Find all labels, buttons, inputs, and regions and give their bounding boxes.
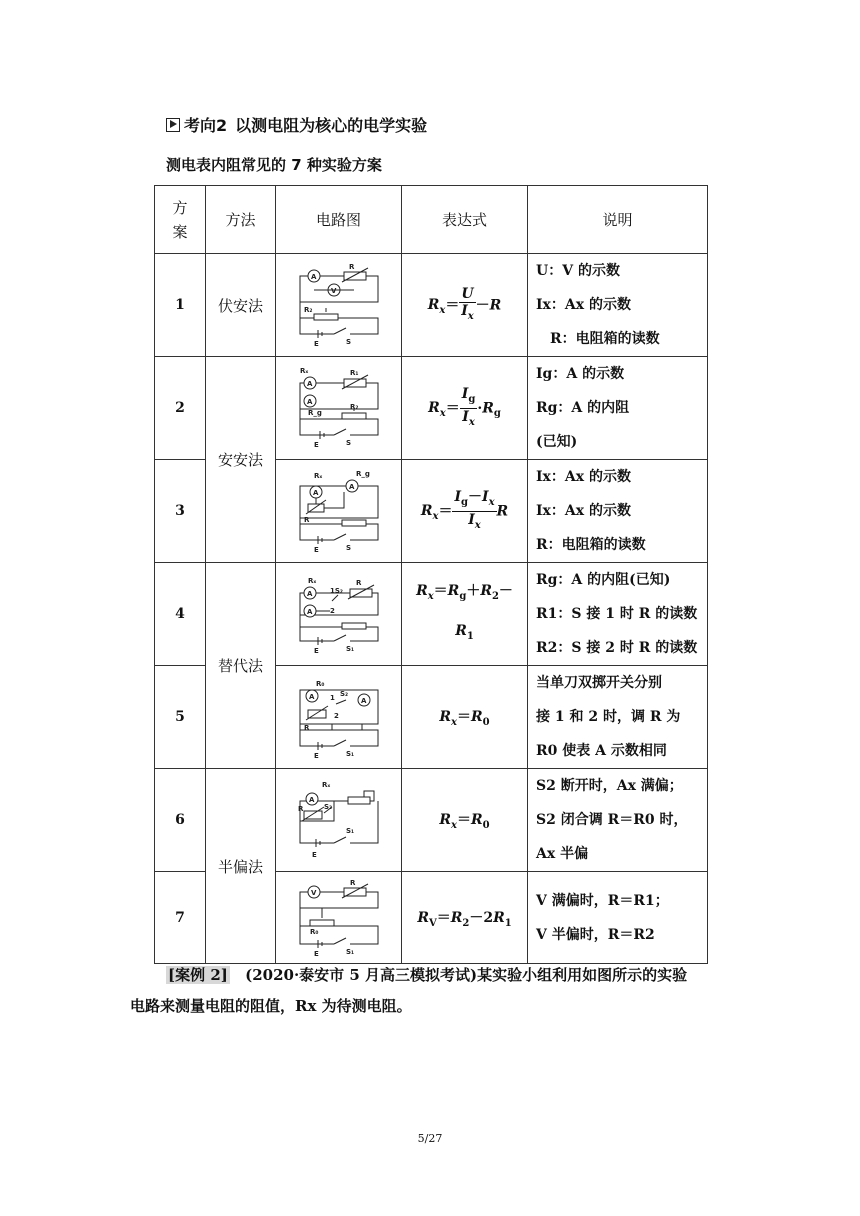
header-expression: 表达式	[402, 186, 528, 254]
scheme-number: 1	[155, 254, 206, 357]
note-cell	[528, 460, 708, 563]
scheme-number: 3	[155, 460, 206, 563]
svg-text:A: A	[348, 483, 354, 491]
circuit-4	[294, 571, 384, 657]
note-cell	[528, 357, 708, 460]
svg-text:A: A	[360, 697, 366, 705]
svg-text:A: A	[306, 380, 312, 388]
svg-text:S₁: S₁	[345, 750, 354, 758]
svg-text:R: R	[297, 805, 303, 813]
svg-text:A: A	[306, 590, 312, 598]
svg-text:R: R	[348, 263, 354, 271]
svg-text:Rₓ: Rₓ	[299, 367, 308, 375]
svg-text:E: E	[313, 949, 319, 958]
svg-text:A: A	[312, 489, 318, 497]
svg-text:E: E	[313, 441, 319, 449]
svg-text:R: R	[349, 878, 355, 887]
note-line: 当单刀双掷开关分别	[536, 675, 662, 691]
svg-text:A: A	[308, 693, 314, 701]
note-line: S2 闭合调 R＝R0 时，	[536, 812, 688, 828]
svg-text:V: V	[330, 287, 336, 295]
method-cell: 伏安法	[206, 254, 276, 357]
header-circuit: 电路图	[276, 186, 402, 254]
header-scheme: 方案	[155, 186, 206, 254]
note-line: R2：S 接 2 时 R 的读数	[536, 640, 698, 656]
note-cell	[528, 769, 708, 872]
svg-text:R: R	[355, 579, 361, 587]
scheme-number: 5	[155, 666, 206, 769]
section-title: 以测电阻为核心的电学实验	[235, 116, 428, 135]
svg-text:A: A	[310, 273, 316, 281]
svg-text:A: A	[308, 796, 314, 804]
svg-text:2: 2	[333, 712, 339, 720]
note-line: Ix：Ax 的示数	[536, 297, 631, 313]
scheme-number: 7	[155, 872, 206, 964]
note-line: Ix：Ax 的示数	[536, 469, 631, 485]
svg-text:E: E	[313, 340, 319, 348]
circuit-diagram	[276, 666, 402, 769]
svg-text:S₁: S₁	[345, 947, 354, 956]
svg-text:S₁: S₁	[345, 827, 354, 835]
note-line: 接 1 和 2 时，调 R 为	[536, 709, 681, 725]
note-cell	[528, 872, 708, 964]
method-cell: 安安法	[206, 357, 276, 563]
svg-text:R₀: R₀	[315, 680, 324, 688]
svg-text:S: S	[345, 439, 351, 447]
table-caption: 测电表内阻常见的 7 种实验方案	[166, 156, 382, 174]
svg-text:R₂: R₂	[303, 306, 312, 314]
expression-cell: $R_x=$ $\frac{U}{I_x}$ －R	[402, 254, 528, 357]
circuit-diagram	[276, 563, 402, 666]
svg-text:R₀: R₀	[309, 927, 318, 936]
svg-text:R: R	[303, 724, 309, 732]
svg-text:Rₓ: Rₓ	[313, 472, 322, 480]
note-cell	[528, 563, 708, 666]
svg-text:R₁: R₁	[349, 369, 358, 377]
note-line: R1：S 接 1 时 R 的读数	[536, 606, 698, 622]
scheme-number: 4	[155, 563, 206, 666]
expression-cell: $R_x=$ $\frac{I_g-I_x}{I_x}$ R	[402, 460, 528, 563]
scheme-number: 6	[155, 769, 206, 872]
expression-cell: $R_x=$ $\frac{I_g}{I_x}$ $\cdot R_g$	[402, 357, 528, 460]
method-cell: 替代法	[206, 563, 276, 769]
svg-text:E: E	[311, 851, 317, 859]
table-row	[155, 357, 708, 460]
note-line: R0 使表 A 示数相同	[536, 743, 667, 759]
note-line: U：V 的示数	[536, 263, 620, 279]
page-number: 5/27	[417, 1132, 443, 1145]
svg-text:S₁: S₁	[345, 645, 354, 653]
svg-text:S: S	[345, 544, 351, 552]
svg-text:R₂: R₂	[349, 403, 358, 411]
circuit-3	[294, 468, 384, 554]
svg-text:S₂: S₂	[339, 690, 348, 698]
circuit-7	[294, 878, 384, 958]
table-row	[155, 563, 708, 666]
circuit-6	[294, 777, 384, 863]
svg-text:1: 1	[329, 694, 335, 702]
note-line: Ix：Ax 的示数	[536, 503, 631, 519]
svg-text:V: V	[310, 888, 316, 897]
section-heading	[166, 113, 427, 136]
example-tag: [案例 2]	[168, 966, 228, 984]
circuit-diagram	[276, 872, 402, 964]
note-line: V 满偏时，R＝R1；	[536, 892, 669, 909]
note-cell	[528, 666, 708, 769]
note-line: Rg：A 的内阻	[536, 400, 630, 416]
example-text-line2: 电路来测量电阻的阻值，Rx 为待测电阻。	[130, 997, 412, 1015]
svg-text:A: A	[306, 398, 312, 406]
note-cell	[528, 254, 708, 357]
svg-text:1S₂: 1S₂	[329, 587, 343, 595]
circuit-1	[294, 262, 384, 348]
section-label: 考向2	[184, 116, 228, 135]
svg-text:S: S	[345, 338, 351, 346]
example-text-line1: 某实验小组利用如图所示的实验	[477, 966, 688, 984]
svg-text:E: E	[313, 647, 319, 655]
expression-cell: $R_V=R_2-2R_1$	[402, 872, 528, 964]
svg-text:S₂: S₂	[323, 803, 332, 811]
svg-text:R_g: R_g	[355, 470, 370, 478]
svg-text:2: 2	[329, 607, 335, 615]
note-line: V 半偏时，R＝R2	[536, 926, 655, 943]
circuit-2	[294, 365, 384, 451]
circuit-5	[294, 674, 384, 760]
expression-cell: $R_x=R_0$	[402, 769, 528, 872]
method-cell: 半偏法	[206, 769, 276, 964]
table-row	[155, 769, 708, 872]
circuit-diagram	[276, 254, 402, 357]
scheme-number: 2	[155, 357, 206, 460]
note-line: Ax 半偏	[536, 846, 589, 862]
note-line: Ig：A 的示数	[536, 366, 625, 382]
header-method: 方法	[206, 186, 276, 254]
note-line: S2 断开时，Ax 满偏；	[536, 778, 683, 794]
note-line: Rg：A 的内阻(已知)	[536, 572, 671, 588]
svg-text:Rₓ: Rₓ	[321, 781, 330, 789]
circuit-diagram	[276, 769, 402, 872]
svg-text:E: E	[313, 546, 319, 554]
expression-cell: $R_x=R_0$	[402, 666, 528, 769]
note-line: R：电阻箱的读数	[550, 331, 660, 347]
scheme-table	[154, 185, 708, 964]
note-line: R：电阻箱的读数	[536, 537, 646, 553]
table-header-row	[155, 186, 708, 254]
svg-text:R_g: R_g	[307, 409, 322, 417]
header-note: 说明	[528, 186, 708, 254]
svg-text:R: R	[303, 516, 309, 524]
example-source: (2020·泰安市 5 月高三模拟考试)	[245, 966, 478, 984]
circuit-diagram	[276, 357, 402, 460]
note-line: (已知)	[536, 434, 578, 450]
svg-text:E: E	[313, 752, 319, 760]
play-triangle-icon	[166, 118, 180, 132]
expression-cell: $R_x=R_g+R_2-$ $R_1$	[402, 563, 528, 666]
svg-text:A: A	[306, 608, 312, 616]
svg-text:Rₓ: Rₓ	[307, 577, 316, 585]
example-paragraph	[130, 960, 746, 1022]
table-row	[155, 254, 708, 357]
circuit-diagram	[276, 460, 402, 563]
